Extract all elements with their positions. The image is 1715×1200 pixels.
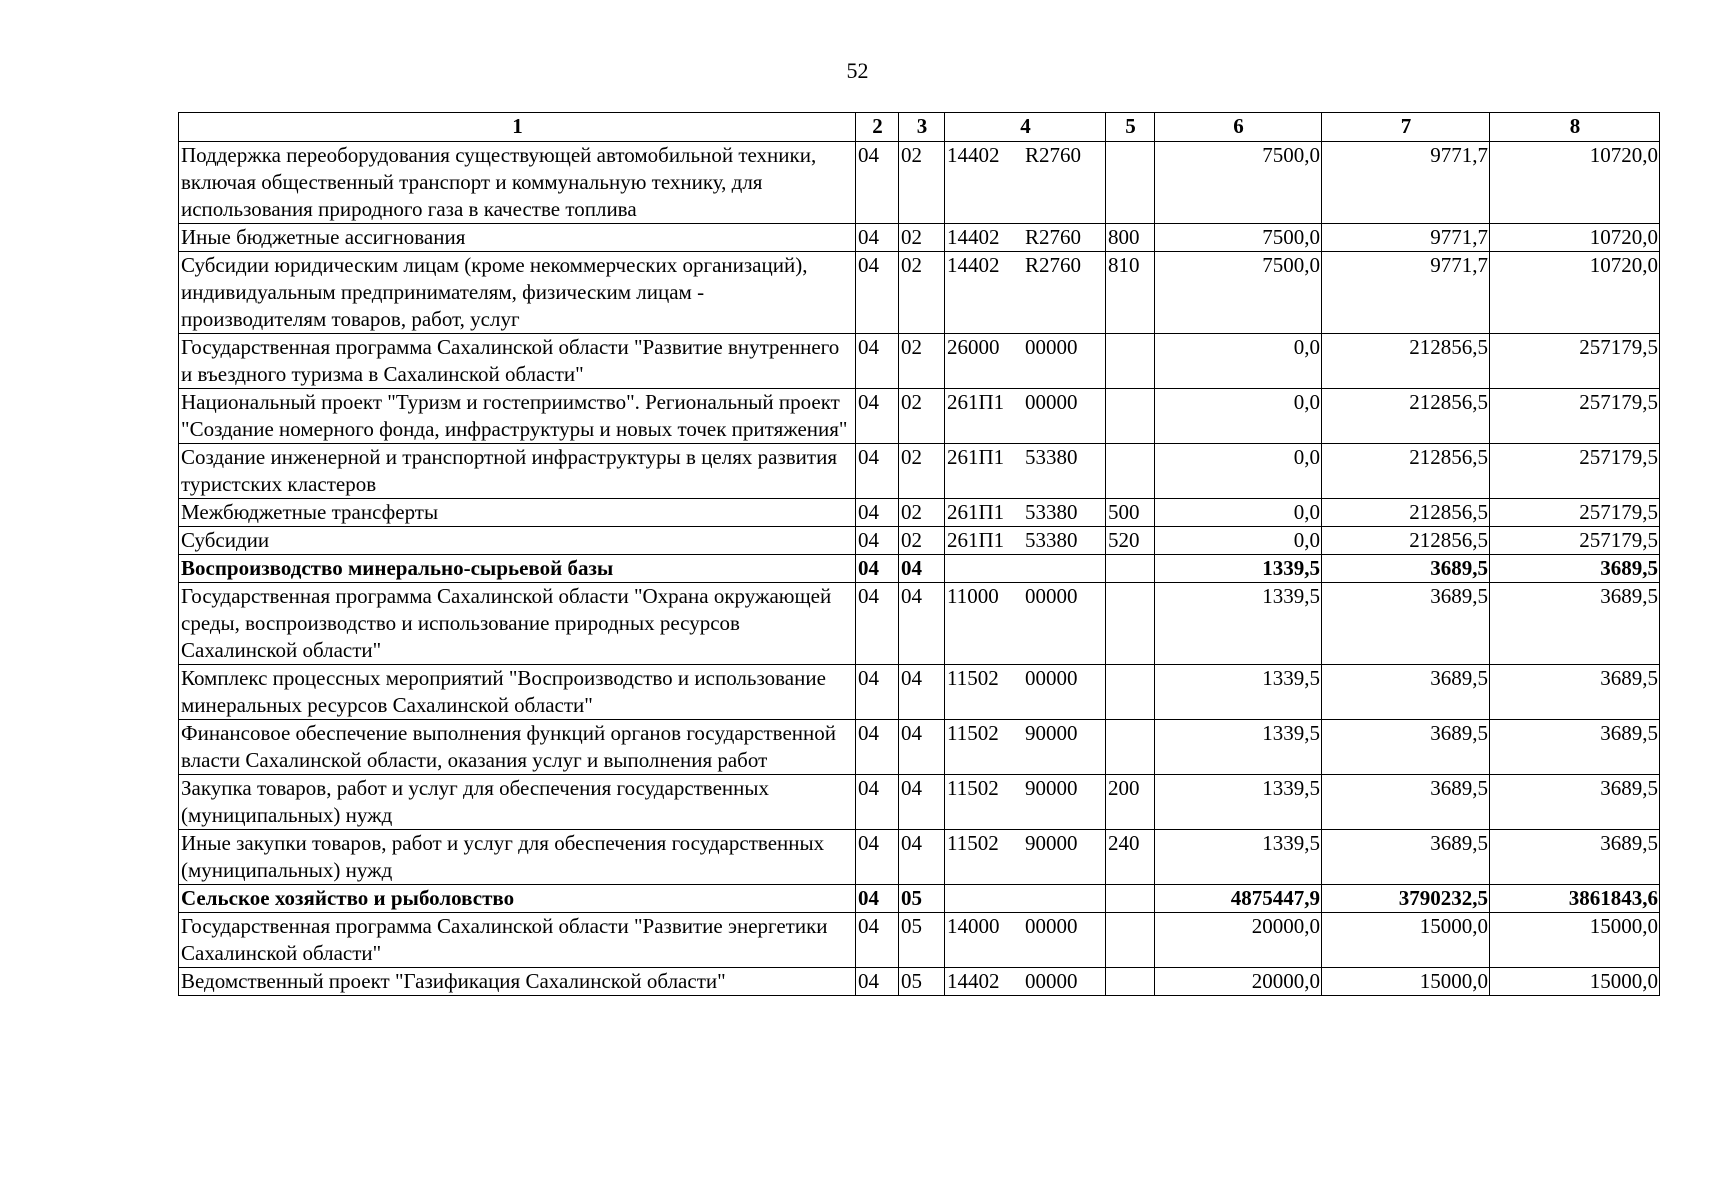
row-value-col-7: 9771,7 — [1322, 224, 1490, 252]
row-subsection-code: 02 — [899, 499, 945, 527]
row-value-col-7: 3689,5 — [1322, 720, 1490, 775]
row-direction-code: 00000 — [1025, 666, 1078, 690]
row-expense-type-code — [1106, 444, 1155, 499]
row-section-code: 04 — [856, 555, 899, 583]
row-value-col-8: 10720,0 — [1490, 224, 1660, 252]
row-target-article-code — [945, 775, 1106, 830]
row-subsection-code: 04 — [899, 720, 945, 775]
row-direction-code: 00000 — [1025, 584, 1078, 608]
row-value-col-6: 0,0 — [1155, 444, 1322, 499]
row-target-article-code — [945, 583, 1106, 665]
row-program-code: 261П1 — [947, 390, 1005, 414]
row-value-col-7: 3689,5 — [1322, 555, 1490, 583]
row-value-col-6: 0,0 — [1155, 334, 1322, 389]
table-row — [179, 224, 1660, 252]
row-subsection-code: 05 — [899, 913, 945, 968]
row-value-col-6: 1339,5 — [1155, 775, 1322, 830]
row-subsection-code: 04 — [899, 665, 945, 720]
row-section-code: 04 — [856, 583, 899, 665]
row-name: Сельское хозяйство и рыболовство — [179, 885, 856, 913]
row-section-code: 04 — [856, 885, 899, 913]
row-value-col-8: 10720,0 — [1490, 252, 1660, 334]
row-value-col-6: 1339,5 — [1155, 665, 1322, 720]
row-target-article-code — [945, 499, 1106, 527]
row-expense-type-code: 800 — [1106, 224, 1155, 252]
row-expense-type-code: 520 — [1106, 527, 1155, 555]
row-value-col-7: 3790232,5 — [1322, 885, 1490, 913]
row-name: Государственная программа Сахалинской области "Охрана окружающей среды, воспроизводство и использование природных ресурсов Сахалинской области" — [179, 583, 856, 665]
row-name: Иные бюджетные ассигнования — [179, 224, 856, 252]
row-value-col-8: 3689,5 — [1490, 665, 1660, 720]
row-program-code: 11502 — [947, 776, 999, 800]
row-subsection-code: 04 — [899, 830, 945, 885]
row-section-code: 04 — [856, 444, 899, 499]
row-expense-type-code — [1106, 885, 1155, 913]
row-section-code: 04 — [856, 665, 899, 720]
row-value-col-8: 257179,5 — [1490, 499, 1660, 527]
row-value-col-6: 1339,5 — [1155, 720, 1322, 775]
row-name: Государственная программа Сахалинской области "Развитие энергетики Сахалинской области" — [179, 913, 856, 968]
table-row — [179, 499, 1660, 527]
row-section-code: 04 — [856, 142, 899, 224]
row-value-col-8: 257179,5 — [1490, 334, 1660, 389]
table-row — [179, 913, 1660, 968]
row-value-col-7: 212856,5 — [1322, 527, 1490, 555]
row-value-col-7: 212856,5 — [1322, 444, 1490, 499]
row-section-code: 04 — [856, 334, 899, 389]
row-program-code: 14402 — [947, 143, 1000, 167]
row-direction-code: 53380 — [1025, 500, 1078, 524]
row-direction-code: R2760 — [1025, 143, 1082, 167]
row-program-code: 261П1 — [947, 500, 1005, 524]
row-expense-type-code — [1106, 142, 1155, 224]
row-value-col-6: 1339,5 — [1155, 830, 1322, 885]
row-target-article-code — [945, 665, 1106, 720]
row-target-article-code — [945, 555, 1106, 583]
row-section-code: 04 — [856, 527, 899, 555]
row-section-code: 04 — [856, 224, 899, 252]
row-name: Национальный проект "Туризм и гостеприимство". Региональный проект "Создание номерного фонда, инфраструктуры и новых точек притяжения" — [179, 389, 856, 444]
row-target-article-code — [945, 389, 1106, 444]
row-value-col-6: 4875447,9 — [1155, 885, 1322, 913]
budget-table — [178, 112, 1660, 996]
row-value-col-7: 212856,5 — [1322, 389, 1490, 444]
header-col-8: 8 — [1490, 113, 1660, 142]
table-row — [179, 334, 1660, 389]
row-value-col-8: 3689,5 — [1490, 775, 1660, 830]
row-value-col-8: 3689,5 — [1490, 583, 1660, 665]
row-value-col-8: 257179,5 — [1490, 527, 1660, 555]
row-direction-code: 53380 — [1025, 528, 1078, 552]
row-value-col-6: 1339,5 — [1155, 583, 1322, 665]
row-program-code: 261П1 — [947, 445, 1005, 469]
row-value-col-8: 3689,5 — [1490, 830, 1660, 885]
table-row — [179, 252, 1660, 334]
row-target-article-code — [945, 444, 1106, 499]
table-row — [179, 830, 1660, 885]
row-program-code: 14402 — [947, 225, 1000, 249]
header-col-7: 7 — [1322, 113, 1490, 142]
row-section-code: 04 — [856, 968, 899, 996]
row-expense-type-code — [1106, 334, 1155, 389]
row-section-code: 04 — [856, 499, 899, 527]
row-expense-type-code: 500 — [1106, 499, 1155, 527]
table-row — [179, 720, 1660, 775]
row-expense-type-code — [1106, 583, 1155, 665]
row-value-col-8: 10720,0 — [1490, 142, 1660, 224]
row-subsection-code: 02 — [899, 389, 945, 444]
row-name: Закупка товаров, работ и услуг для обеспечения государственных (муниципальных) нужд — [179, 775, 856, 830]
table-row — [179, 968, 1660, 996]
row-value-col-7: 3689,5 — [1322, 583, 1490, 665]
row-value-col-6: 0,0 — [1155, 499, 1322, 527]
table-row — [179, 444, 1660, 499]
row-section-code: 04 — [856, 720, 899, 775]
row-value-col-6: 0,0 — [1155, 527, 1322, 555]
table-body — [179, 142, 1660, 996]
row-target-article-code — [945, 830, 1106, 885]
row-program-code: 11000 — [947, 584, 999, 608]
row-name: Иные закупки товаров, работ и услуг для обеспечения государственных (муниципальных) нужд — [179, 830, 856, 885]
page-number: 52 — [846, 58, 869, 83]
row-value-col-7: 212856,5 — [1322, 499, 1490, 527]
row-value-col-8: 3861843,6 — [1490, 885, 1660, 913]
row-value-col-6: 20000,0 — [1155, 968, 1322, 996]
row-value-col-8: 257179,5 — [1490, 444, 1660, 499]
table-row — [179, 583, 1660, 665]
row-expense-type-code — [1106, 555, 1155, 583]
row-name: Воспроизводство минерально-сырьевой базы — [179, 555, 856, 583]
row-value-col-8: 3689,5 — [1490, 720, 1660, 775]
row-expense-type-code — [1106, 968, 1155, 996]
row-name: Комплекс процессных мероприятий "Воспроизводство и использование минеральных ресурсов Сахалинской области" — [179, 665, 856, 720]
row-direction-code: 90000 — [1025, 776, 1078, 800]
row-value-col-8: 15000,0 — [1490, 968, 1660, 996]
row-section-code: 04 — [856, 830, 899, 885]
row-target-article-code — [945, 224, 1106, 252]
table-row — [179, 142, 1660, 224]
table-row — [179, 389, 1660, 444]
row-value-col-6: 7500,0 — [1155, 224, 1322, 252]
row-value-col-8: 15000,0 — [1490, 913, 1660, 968]
row-target-article-code — [945, 913, 1106, 968]
row-direction-code: 00000 — [1025, 914, 1078, 938]
row-name: Субсидии юридическим лицам (кроме некоммерческих организаций), индивидуальным предпринимателям, физическим лицам - производителям товаров, работ, услуг — [179, 252, 856, 334]
row-direction-code: 90000 — [1025, 831, 1078, 855]
row-program-code: 14402 — [947, 253, 1000, 277]
header-col-4: 4 — [945, 113, 1106, 142]
row-name: Межбюджетные трансферты — [179, 499, 856, 527]
row-program-code: 26000 — [947, 335, 1000, 359]
row-direction-code: 00000 — [1025, 390, 1078, 414]
row-program-code: 11502 — [947, 721, 999, 745]
row-subsection-code: 02 — [899, 334, 945, 389]
row-direction-code: 00000 — [1025, 335, 1078, 359]
row-direction-code: R2760 — [1025, 253, 1082, 277]
row-program-code: 14402 — [947, 969, 1000, 993]
table-row — [179, 555, 1660, 583]
row-value-col-6: 0,0 — [1155, 389, 1322, 444]
row-subsection-code: 04 — [899, 775, 945, 830]
table-header-row — [179, 113, 1660, 142]
row-name: Финансовое обеспечение выполнения функций органов государственной власти Сахалинской области, оказания услуг и выполнения работ — [179, 720, 856, 775]
row-expense-type-code — [1106, 665, 1155, 720]
row-target-article-code — [945, 885, 1106, 913]
row-target-article-code — [945, 142, 1106, 224]
row-value-col-7: 15000,0 — [1322, 913, 1490, 968]
row-value-col-7: 3689,5 — [1322, 830, 1490, 885]
row-name: Создание инженерной и транспортной инфраструктуры в целях развития туристских кластеров — [179, 444, 856, 499]
row-value-col-7: 212856,5 — [1322, 334, 1490, 389]
row-value-col-7: 9771,7 — [1322, 142, 1490, 224]
row-name: Государственная программа Сахалинской области "Развитие внутреннего и въездного туризма в Сахалинской области" — [179, 334, 856, 389]
row-expense-type-code: 810 — [1106, 252, 1155, 334]
row-target-article-code — [945, 720, 1106, 775]
row-value-col-6: 7500,0 — [1155, 252, 1322, 334]
row-section-code: 04 — [856, 913, 899, 968]
row-expense-type-code: 240 — [1106, 830, 1155, 885]
row-subsection-code: 02 — [899, 142, 945, 224]
row-expense-type-code — [1106, 720, 1155, 775]
header-col-6: 6 — [1155, 113, 1322, 142]
row-expense-type-code — [1106, 389, 1155, 444]
row-value-col-6: 20000,0 — [1155, 913, 1322, 968]
row-subsection-code: 02 — [899, 444, 945, 499]
row-direction-code: 90000 — [1025, 721, 1078, 745]
row-target-article-code — [945, 252, 1106, 334]
header-col-2: 2 — [856, 113, 899, 142]
row-subsection-code: 05 — [899, 885, 945, 913]
row-expense-type-code: 200 — [1106, 775, 1155, 830]
row-direction-code: 53380 — [1025, 445, 1078, 469]
row-program-code: 11502 — [947, 666, 999, 690]
row-target-article-code — [945, 334, 1106, 389]
row-section-code: 04 — [856, 252, 899, 334]
row-value-col-7: 9771,7 — [1322, 252, 1490, 334]
table-row — [179, 665, 1660, 720]
table-row — [179, 527, 1660, 555]
row-target-article-code — [945, 968, 1106, 996]
row-subsection-code: 02 — [899, 252, 945, 334]
header-col-3: 3 — [899, 113, 945, 142]
row-direction-code: 00000 — [1025, 969, 1078, 993]
row-value-col-7: 15000,0 — [1322, 968, 1490, 996]
header-col-1: 1 — [179, 113, 856, 142]
row-subsection-code: 02 — [899, 527, 945, 555]
row-section-code: 04 — [856, 775, 899, 830]
row-name: Поддержка переоборудования существующей автомобильной техники, включая общественный транспорт и коммунальную технику, для использования природного газа в качестве топлива — [179, 142, 856, 224]
row-value-col-7: 3689,5 — [1322, 775, 1490, 830]
row-target-article-code — [945, 527, 1106, 555]
row-subsection-code: 02 — [899, 224, 945, 252]
row-direction-code: R2760 — [1025, 225, 1082, 249]
header-col-5: 5 — [1106, 113, 1155, 142]
row-program-code: 14000 — [947, 914, 1000, 938]
row-subsection-code: 05 — [899, 968, 945, 996]
row-name: Ведомственный проект "Газификация Сахалинской области" — [179, 968, 856, 996]
row-subsection-code: 04 — [899, 555, 945, 583]
row-value-col-6: 1339,5 — [1155, 555, 1322, 583]
row-name: Субсидии — [179, 527, 856, 555]
table-row — [179, 885, 1660, 913]
row-value-col-7: 3689,5 — [1322, 665, 1490, 720]
row-value-col-6: 7500,0 — [1155, 142, 1322, 224]
row-section-code: 04 — [856, 389, 899, 444]
table-row — [179, 775, 1660, 830]
row-program-code: 11502 — [947, 831, 999, 855]
row-expense-type-code — [1106, 913, 1155, 968]
row-value-col-8: 3689,5 — [1490, 555, 1660, 583]
row-value-col-8: 257179,5 — [1490, 389, 1660, 444]
row-subsection-code: 04 — [899, 583, 945, 665]
row-program-code: 261П1 — [947, 528, 1005, 552]
